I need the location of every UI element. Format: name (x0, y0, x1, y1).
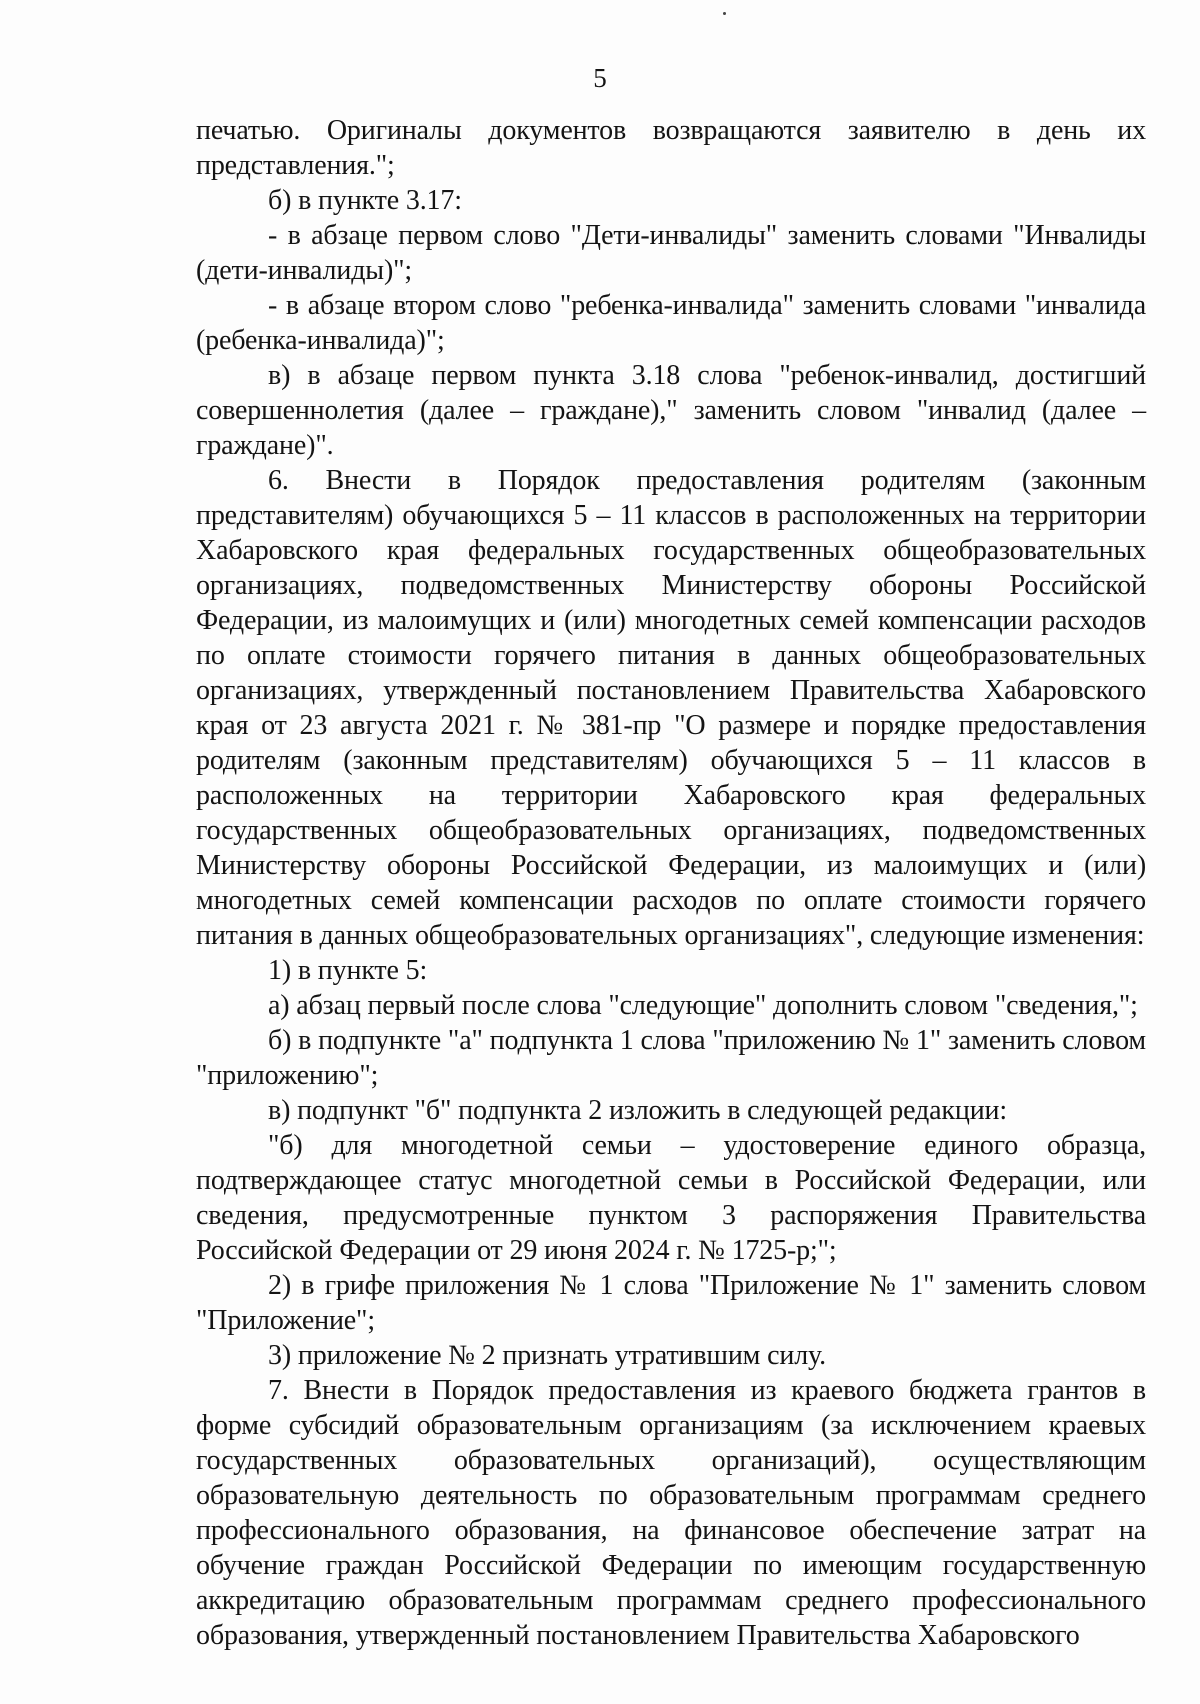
paragraph-item-6-1-v: в) подпункт "б" подпункта 2 изложить в следующей редакции: (268, 1095, 1007, 1126)
paragraph-item-6-1-b: б) в подпункте "а" подпункта 1 слова "приложению № 1" заменить словом "приложению"; (196, 1025, 1146, 1091)
paragraph-item-6-1-a: а) абзац первый после слова "следующие" дополнить словом "сведения,"; (268, 990, 1138, 1021)
paragraph-item-6-3: 3) приложение № 2 признать утратившим силу. (268, 1340, 826, 1371)
paragraph-subitem-v-3-18: в) в абзаце первом пункта 3.18 слова "ребенок-инвалид, достигший совершеннолетия (далее – граждане)," заменить словом "инвалид (далее – граждане)". (196, 360, 1146, 461)
paragraph-continuation: печатью. Оригиналы документов возвращаются заявителю в день их представления."; (196, 115, 1146, 181)
paragraph-item-6-1: 1) в пункте 5: (268, 955, 428, 986)
paragraph-item-6-2: 2) в грифе приложения № 1 слова "Приложение № 1" заменить словом "Приложение"; (196, 1270, 1146, 1336)
paragraph-item-6: 6. Внести в Порядок предоставления родителям (законным представителям) обучающихся 5 – 11 классов в расположенных на территории Хабаровского края федеральных государственных общеобразовательных организациях, подведомственных Министерству обороны Российской Федерации, из малоимущих и (или) многодетных семей компенсации расходов по оплате стоимости горячего питания в данных общеобразовательных организациях, утвержденный постановлением Правительства Хабаровского края от 23 августа 2021 г. № 381-пр "О размере и порядке предоставления родителям (законным представителям) обучающихся 5 – 11 классов в расположенных на территории Хабаровского края федеральных государственных общеобразовательных организациях, подведомственных Министерству обороны Российской Федерации, из малоимущих и (или) многодетных семей компенсации расходов по оплате стоимости горячего питания в данных общеобразовательных организациях", следующие изменения: (196, 465, 1146, 951)
paragraph-quoted-b: "б) для многодетной семьи – удостоверение единого образца, подтверждающее статус многодетной семьи в Российской Федерации, или сведения, предусмотренные пунктом 3 распоряжения Правительства Российской Федерации от 29 июня 2024 г. № 1725-р;"; (196, 1130, 1146, 1266)
document-body (196, 113, 1146, 1653)
page-number: 5 (593, 63, 607, 93)
paragraph-item-7: 7. Внести в Порядок предоставления из краевого бюджета грантов в форме субсидий образовательным организациям (за исключением краевых государственных образовательных организаций), осуществляющим образовательную деятельность по образовательным программам среднего профессионального образования, на финансовое обеспечение затрат на обучение граждан Российской Федерации по имеющим государственную аккредитацию образовательным программам среднего профессионального образования, утвержденный постановлением Правительства Хабаровского (196, 1375, 1146, 1651)
paragraph-dash-first-abzac: - в абзаце первом слово "Дети-инвалиды" заменить словами "Инвалиды (дети-инвалиды)"; (196, 220, 1146, 286)
paragraph-subitem-b-3-17: б) в пункте 3.17: (268, 185, 462, 216)
paragraph-dash-second-abzac: - в абзаце втором слово "ребенка-инвалида" заменить словами "инвалида (ребенка-инвалида)"; (196, 290, 1146, 356)
scan-speck (723, 12, 726, 15)
